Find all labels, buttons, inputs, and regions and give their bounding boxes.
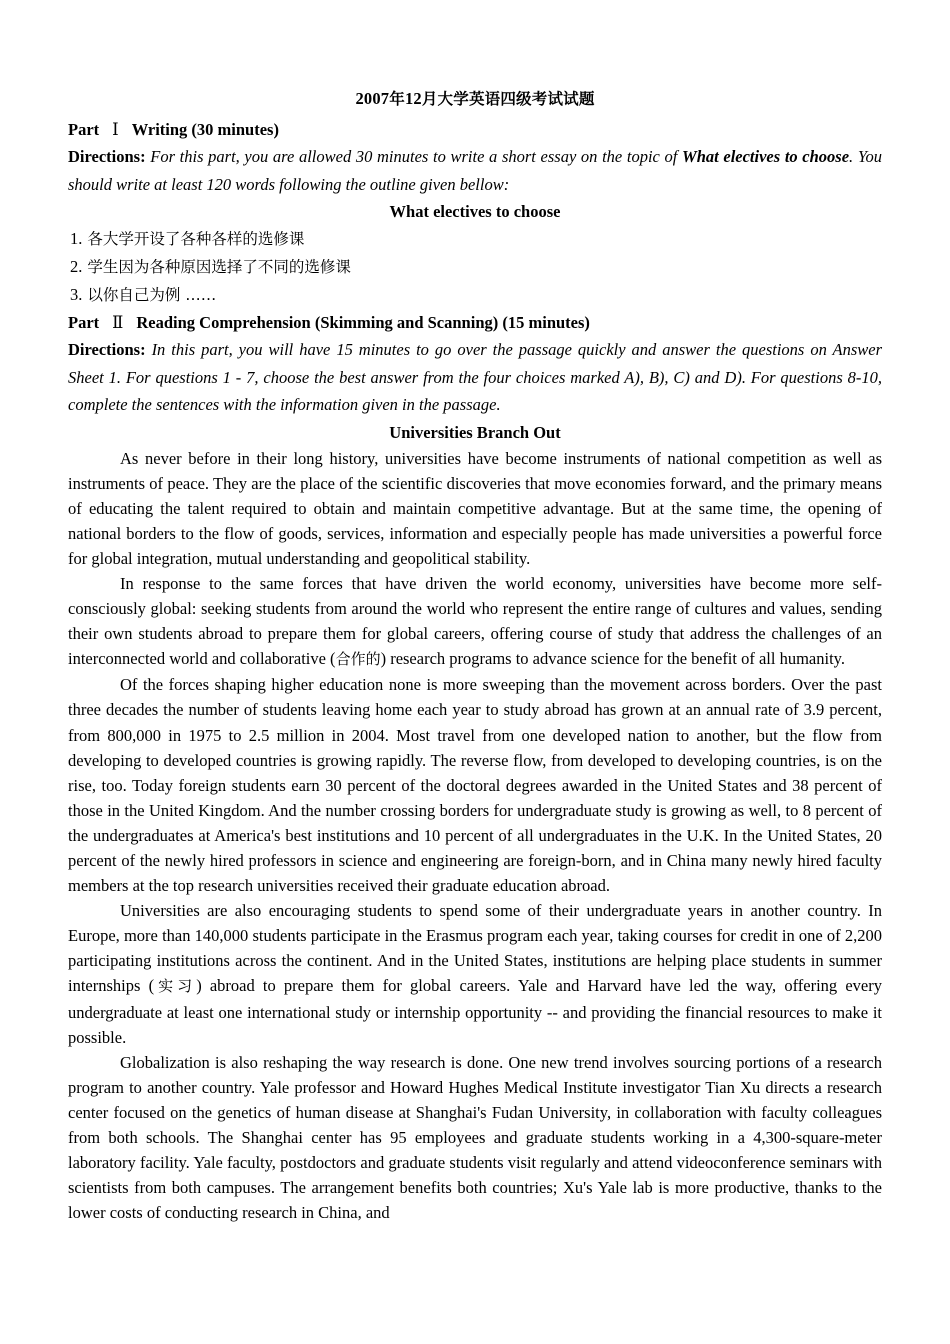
part-1-essay-topic: What electives to choose <box>682 147 850 166</box>
part-1-heading <box>68 116 882 143</box>
title-month-suffix: 月大学英语四级考试试题 <box>421 90 595 108</box>
passage-paragraph: Globalization is also reshaping the way research is done. One new trend involves sourcing portions of a research program to another country. Yale professor and Howard Hughes Medical Institute investigator Tian Xu directs a research center focused on the genetics of human disease at Shanghai's Fudan University, in collaboration with faculty colleagues from both schools. The Shanghai center has 95 employees and graduate students working in a 4,300-square-meter laboratory facility. Yale faculty, postdoctors and graduate students visit regularly and attend videoconference seminars with scientists from both campuses. The arrangement benefits both countries; Xu's Yale lab is more productive, thanks to the lower costs of conducting research in China, and <box>68 1052 882 1223</box>
title-month: 12 <box>404 89 422 108</box>
outline-item-1-text: 各大学开设了各种各样的选修课 <box>87 230 305 248</box>
passage-paragraph: Of the forces shaping higher education none is more sweeping than the movement across borders. Over the past three decades the number of students leaving home each year to study abroad has grown at an annual rate of 3.9 percent, from 800,000 in 1975 to 2.5 million in 2004. Most travel from one developed nation to another, but the flow from developing to developed countries is growing rapidly. The reverse flow, from developed to developing countries, is on the rise, too. Today foreign students earn 30 percent of the doctoral degrees awarded in the United States and 38 percent of those in the United Kingdom. And the number crossing borders for undergraduate study is growing as well, to 8 percent of the undergraduates at America's best institutions and 10 percent of all undergraduates in the U.K. In the United States, 20 percent of the newly hired professors in science and engineering are foreign-born, and in China many newly hired faculty members at the top research universities received their graduate education abroad. <box>68 675 882 896</box>
outline-item-2 <box>68 253 882 281</box>
outline-item-1-number: 1. <box>70 229 83 248</box>
part-2-directions-text: In this part, you will have 15 minutes to go over the passage quickly and answer the questions on Answer Sheet 1. For questions 1 - 7, choose the best answer from the four choices marked A), B), C) and D). For questions 8-10, complete the sentences with the information given in the passage. <box>68 340 882 414</box>
outline-item-3-text: 以你自己为例 …… <box>87 286 217 304</box>
title-year-suffix: 年 <box>389 90 405 108</box>
outline-item-1 <box>68 225 882 253</box>
outline-item-3 <box>68 281 882 309</box>
part-1-numeral: Ⅰ <box>112 120 119 139</box>
part-1-directions-text-after: . You should write at least 120 words following the outline given bellow: <box>68 147 882 194</box>
outline-item-3-number: 3. <box>70 285 83 304</box>
part-2-heading <box>68 309 882 336</box>
document-title <box>68 86 882 112</box>
part-2-label: Part <box>68 313 100 332</box>
part-2-directions <box>68 336 882 419</box>
outline-item-2-number: 2. <box>70 257 83 276</box>
chinese-gloss: 合作的 <box>335 650 381 669</box>
part-2-title: Reading Comprehension (Skimming and Scanning) (15 minutes) <box>136 313 590 332</box>
essay-title: What electives to choose <box>389 202 561 221</box>
title-year: 2007 <box>355 89 390 108</box>
part-1-directions <box>68 143 882 198</box>
part-1-directions-label: Directions: <box>68 147 146 166</box>
passage-paragraph: As never before in their long history, universities have become instruments of national competition as well as instruments of peace. They are the place of the scientific discoveries that move economies forward, and the primary means of educating the talent required to obtain and maintain competitive advantage. But at the same time, the opening of national borders to the flow of goods, services, information and especially people has made universities a powerful force for global integration, mutual understanding and geopolitical stability. <box>68 448 882 568</box>
part-1-title: Writing (30 minutes) <box>131 120 279 139</box>
part-1-label: Part <box>68 120 100 139</box>
part-2-directions-label: Directions: <box>68 340 146 359</box>
part-1-directions-text-before: For this part, you are allowed 30 minutes to write a short essay on the topic of <box>145 147 683 166</box>
passage-paragraph: Universities are also encouraging students to spend some of their undergraduate years in another country. In Europe, more than 140,000 students participate in the Erasmus program each year, taking courses for credit in one of 2,200 participating institutions across the continent. And in the United States, institutions are helping place students in summer internships (实习) abroad to prepare them for global careers. Yale and Harvard have led the way, offering every undergraduate at least one international study or internship opportunity -- and providing the financial resources to make it possible. <box>68 901 882 1047</box>
outline-item-2-text: 学生因为各种原因选择了不同的选修课 <box>87 258 351 276</box>
chinese-gloss: 实习 <box>154 977 197 996</box>
passage-paragraph: In response to the same forces that have driven the world economy, universities have become more self-consciously global: seeking students from around the world who represent the entire range of cultures and values, sending their own students abroad to prepare them for global careers, offering course of study that address the challenges of an interconnected world and collaborative (合作的) research programs to advance science for the benefit of all humanity. <box>68 573 882 669</box>
part-2-numeral: Ⅱ <box>112 313 124 332</box>
passage-title: Universities Branch Out <box>389 422 561 442</box>
